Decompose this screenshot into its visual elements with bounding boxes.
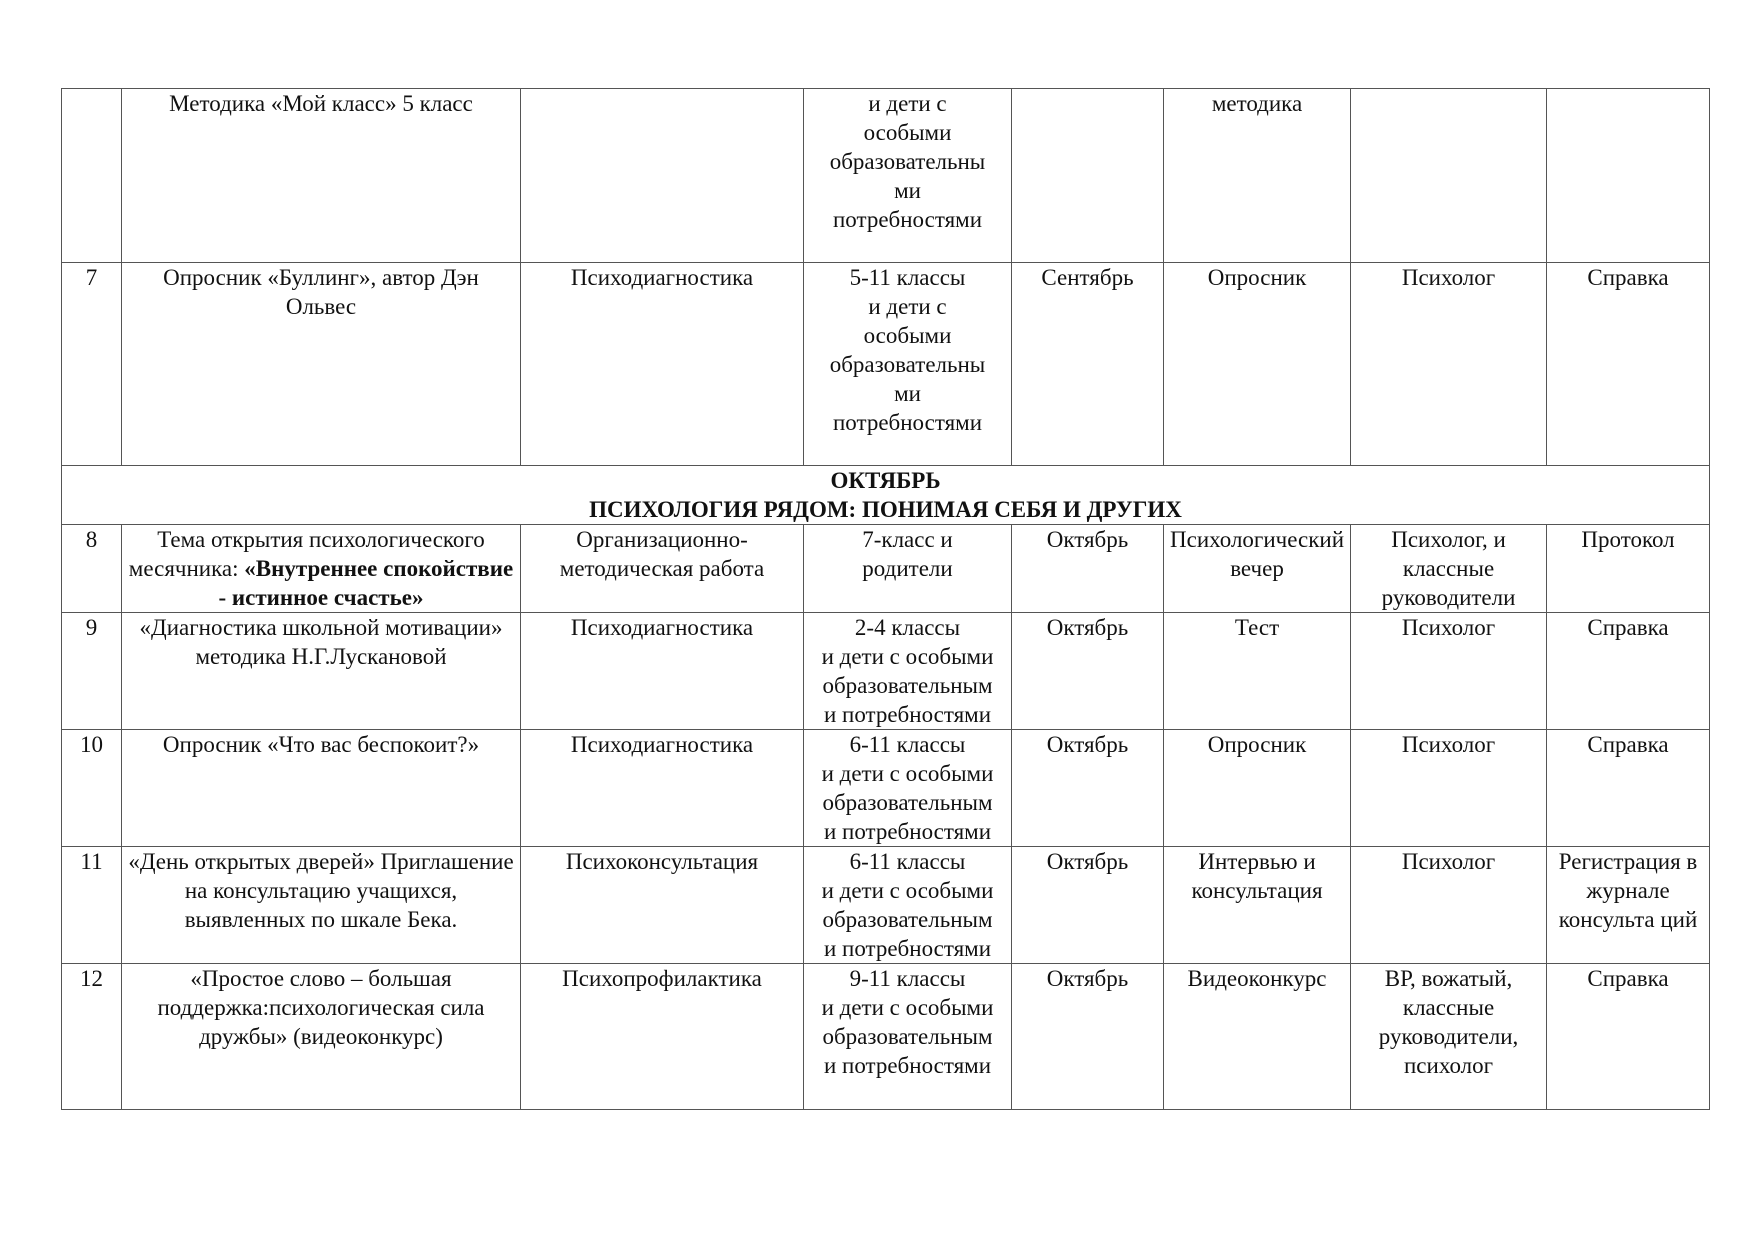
participants-line: и потребностями	[823, 702, 992, 727]
row-number: 7	[62, 263, 122, 466]
form: Опросник	[1164, 730, 1351, 847]
term	[1012, 89, 1164, 263]
result: Справка	[1547, 964, 1710, 1110]
participants	[804, 964, 1012, 1110]
participants-line: 5-11 классы	[849, 265, 966, 290]
month-theme: ПСИХОЛОГИЯ РЯДОМ: ПОНИМАЯ СЕБЯ И ДРУГИХ	[589, 497, 1182, 522]
participants	[804, 263, 1012, 466]
participants-line: ми	[894, 381, 921, 406]
activity-name	[122, 525, 521, 613]
responsible: Психолог	[1351, 730, 1547, 847]
participants	[804, 89, 1012, 263]
activity-name: «Простое слово – большая поддержка:психологическая сила дружбы» (видеоконкурс)	[122, 964, 521, 1110]
participants-line: и потребностями	[823, 819, 992, 844]
responsible: ВР, вожатый, классные руководители, психолог	[1351, 964, 1547, 1110]
activity-direction: Психопрофилактика	[521, 964, 804, 1110]
result: Справка	[1547, 263, 1710, 466]
form: Видеоконкурс	[1164, 964, 1351, 1110]
result: Регистрация в журнале консульта ций	[1547, 847, 1710, 964]
activity-name: «Диагностика школьной мотивации» методика Н.Г.Лускановой	[122, 613, 521, 730]
table-row	[62, 525, 1710, 613]
row-number	[62, 89, 122, 263]
term: Сентябрь	[1012, 263, 1164, 466]
table-row	[62, 613, 1710, 730]
participants-line: образовательны	[829, 149, 986, 174]
activity-direction: Психодиагностика	[521, 613, 804, 730]
participants-line: образовательным	[822, 1024, 993, 1049]
month-title: ОКТЯБРЬ	[830, 468, 941, 493]
activity-direction: Психоконсультация	[521, 847, 804, 964]
table-row	[62, 964, 1710, 1110]
activity-name: Методика «Мой класс» 5 класс	[122, 89, 521, 263]
month-header	[62, 466, 1710, 525]
form: Опросник	[1164, 263, 1351, 466]
participants-line: 9-11 классы	[849, 966, 966, 991]
participants-line: потребностями	[832, 410, 983, 435]
form: Психологический вечер	[1164, 525, 1351, 613]
participants-line: и дети с	[868, 294, 947, 319]
responsible: Психолог	[1351, 263, 1547, 466]
participants	[804, 525, 1012, 613]
participants-line: и дети с особыми	[821, 995, 994, 1020]
table-row	[62, 847, 1710, 964]
participants-line: 2-4 классы	[854, 615, 961, 640]
responsible: Психолог	[1351, 613, 1547, 730]
participants-line: и потребностями	[823, 1053, 992, 1078]
participants	[804, 847, 1012, 964]
participants-line: 6-11 классы	[849, 732, 966, 757]
participants-line: родители	[862, 556, 953, 581]
row-number: 11	[62, 847, 122, 964]
activity-direction: Организационно-методическая работа	[521, 525, 804, 613]
result: Справка	[1547, 613, 1710, 730]
participants-line: и потребностями	[823, 936, 992, 961]
term: Октябрь	[1012, 847, 1164, 964]
participants-line: особыми	[863, 323, 952, 348]
participants	[804, 613, 1012, 730]
participants-line: 6-11 классы	[849, 849, 966, 874]
term: Октябрь	[1012, 964, 1164, 1110]
participants-line: и дети с	[868, 91, 947, 116]
activity-direction: Психодиагностика	[521, 263, 804, 466]
activity-name: Опросник «Что вас беспокоит?»	[122, 730, 521, 847]
activity-name: Опросник «Буллинг», автор Дэн Ольвес	[122, 263, 521, 466]
table-row	[62, 730, 1710, 847]
row-number: 9	[62, 613, 122, 730]
result	[1547, 89, 1710, 263]
table-row	[62, 263, 1710, 466]
participants-line: образовательным	[822, 673, 993, 698]
participants-line: ми	[894, 178, 921, 203]
result: Справка	[1547, 730, 1710, 847]
participants-line: 7-класс и	[862, 527, 953, 552]
participants-line: и дети с особыми	[821, 761, 994, 786]
activity-direction	[521, 89, 804, 263]
responsible	[1351, 89, 1547, 263]
participants-line: потребностями	[832, 207, 983, 232]
activity-name-bold: «Внутреннее спокойствие - истинное счастье»	[218, 556, 514, 610]
activity-direction: Психодиагностика	[521, 730, 804, 847]
table-row	[62, 89, 1710, 263]
term: Октябрь	[1012, 730, 1164, 847]
plan-table	[61, 88, 1710, 1110]
participants-line: и дети с особыми	[821, 644, 994, 669]
responsible: Психолог	[1351, 847, 1547, 964]
form: методика	[1164, 89, 1351, 263]
participants	[804, 730, 1012, 847]
participants-line: и дети с особыми	[821, 878, 994, 903]
activity-name-text: Тема открытия психологического месячника:	[128, 527, 485, 581]
activity-name: «День открытых дверей» Приглашение на консультацию учащихся, выявленных по шкале Бека.	[122, 847, 521, 964]
form: Тест	[1164, 613, 1351, 730]
month-header-row	[62, 466, 1710, 525]
participants-line: образовательным	[822, 907, 993, 932]
row-number: 8	[62, 525, 122, 613]
participants-line: образовательным	[822, 790, 993, 815]
participants-line: образовательны	[829, 352, 986, 377]
participants-line: особыми	[863, 120, 952, 145]
row-number: 12	[62, 964, 122, 1110]
term: Октябрь	[1012, 613, 1164, 730]
responsible: Психолог, и классные руководители	[1351, 525, 1547, 613]
form: Интервью и консультация	[1164, 847, 1351, 964]
row-number: 10	[62, 730, 122, 847]
term: Октябрь	[1012, 525, 1164, 613]
result: Протокол	[1547, 525, 1710, 613]
